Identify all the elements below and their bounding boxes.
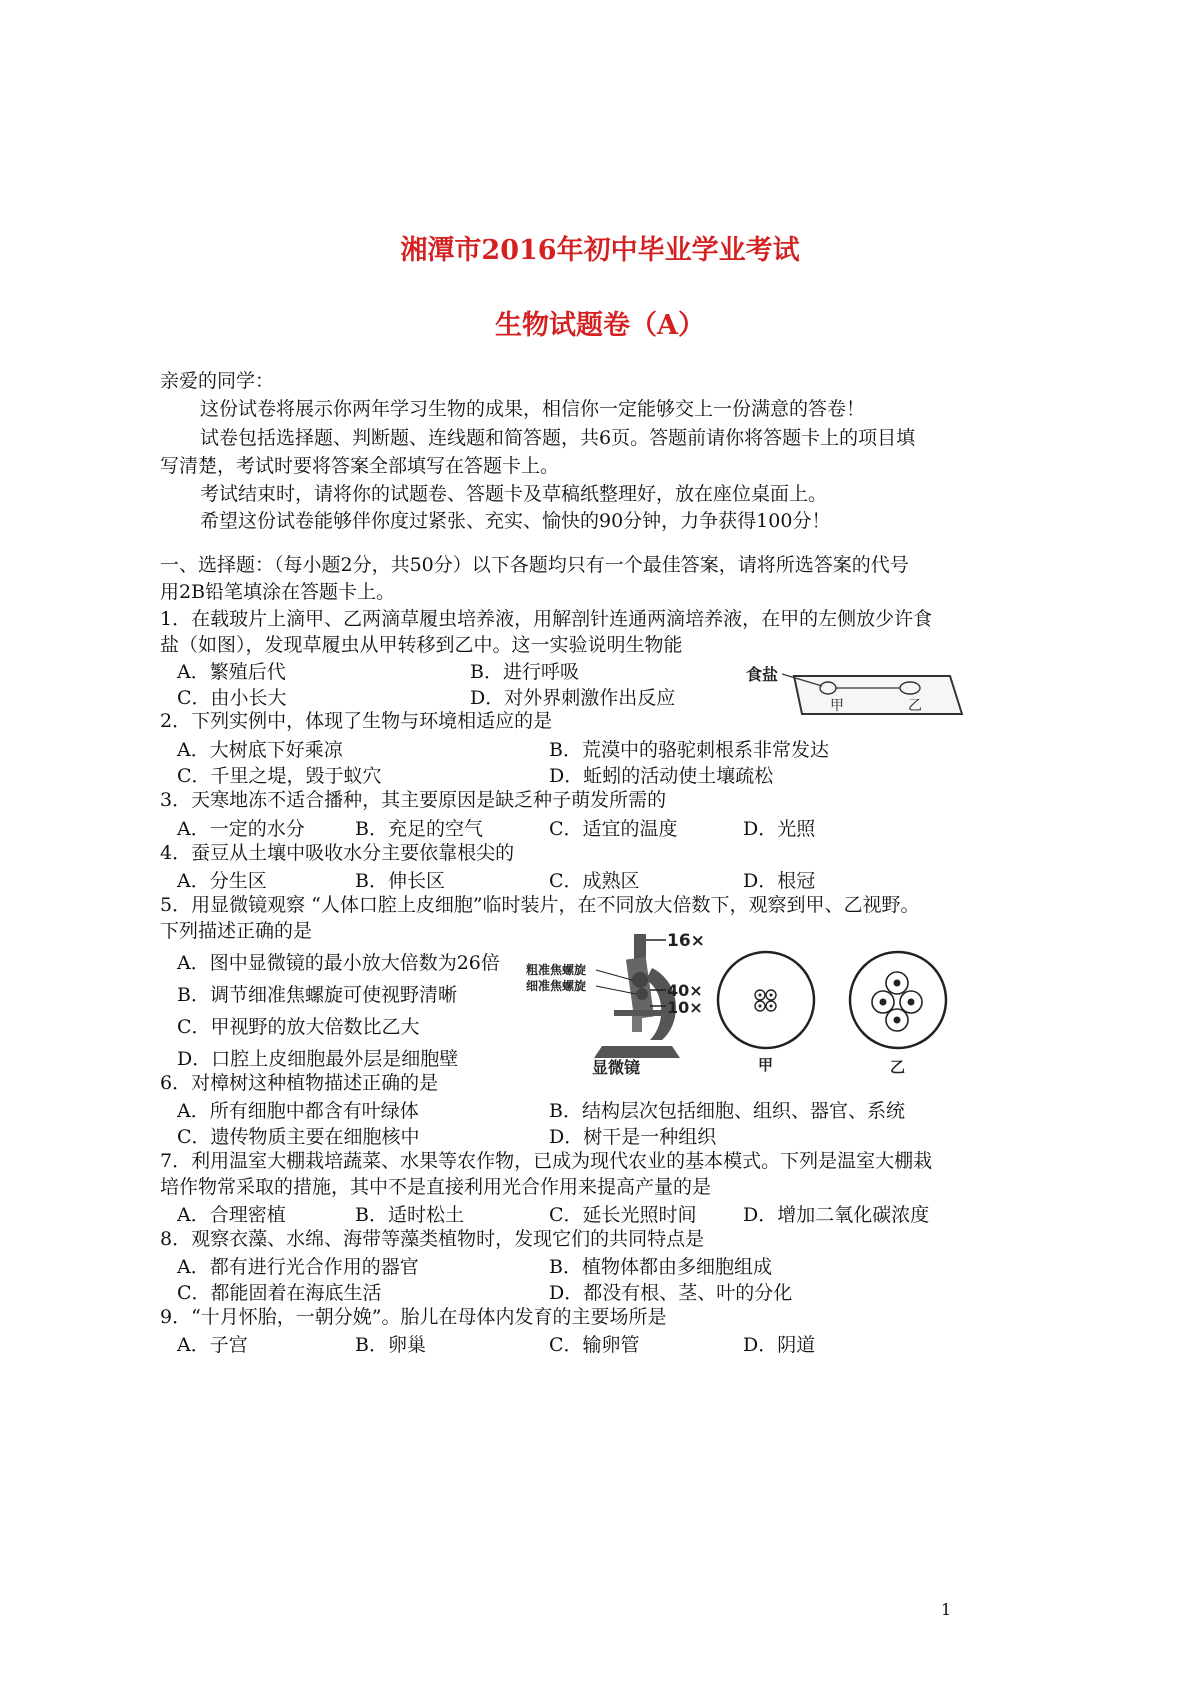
fine-knob	[636, 988, 648, 1000]
option-b: B．进行呼吸	[470, 661, 579, 683]
option-a: A．都有进行光合作用的器官	[177, 1256, 419, 1278]
option-b: B．充足的空气	[355, 818, 483, 840]
option-b: B．卵巢	[355, 1334, 426, 1356]
obj40-label: 40×	[667, 981, 703, 1000]
option-b: B．调节细准焦螺旋可使视野清晰	[177, 984, 457, 1006]
question-stem: 下列描述正确的是	[160, 920, 313, 942]
option-a: A．分生区	[177, 870, 267, 892]
option-d: D．口腔上皮细胞最外层是细胞壁	[177, 1048, 459, 1070]
stage	[614, 1010, 672, 1016]
option-c: C．千里之堤，毁于蚁穴	[177, 765, 382, 787]
question-stem: 1．在载玻片上滴甲、乙两滴草履虫培养液，用解剖针连通两滴培养液，在甲的左侧放少许食	[160, 608, 933, 630]
question-stem: 2．下列实例中，体现了生物与环境相适应的是	[160, 710, 553, 732]
glass-slide	[794, 676, 962, 714]
yi-field-label: 乙	[890, 1058, 906, 1076]
question-stem: 7．利用温室大棚栽培蔬菜、水果等农作物，已成为现代农业的基本模式。下列是温室大棚栽	[160, 1150, 933, 1172]
fine-label: 细准焦螺旋	[526, 979, 587, 993]
objective	[632, 1016, 642, 1032]
option-a: A．图中显微镜的最小放大倍数为26倍	[177, 952, 500, 974]
option-d: D．光照	[743, 818, 816, 840]
page-number: 1	[941, 1600, 952, 1619]
coarse-pointer	[596, 970, 632, 980]
option-d: D．增加二氧化碳浓度	[743, 1204, 930, 1226]
option-d: D．对外界刺激作出反应	[470, 687, 676, 709]
page-subtitle: 生物试题卷（A）	[495, 310, 705, 341]
option-a: A．大树底下好乘凉	[177, 739, 343, 761]
option-c: C．成熟区	[549, 870, 640, 892]
question-stem: 盐（如图），发现草履虫从甲转移到乙中。这一实验说明生物能	[160, 634, 683, 656]
option-c: C．由小长大	[177, 687, 287, 709]
intro-line: 考试结束时，请将你的试题卷、答题卡及草稿纸整理好，放在座位桌面上。	[200, 483, 828, 505]
option-c: C．适宜的温度	[549, 818, 678, 840]
jia-field-label: 甲	[758, 1056, 774, 1074]
obj10-label: 10×	[667, 998, 703, 1017]
option-b: B．植物体都由多细胞组成	[549, 1256, 772, 1278]
slide-figure	[742, 658, 967, 720]
greeting: 亲爱的同学：	[160, 370, 275, 392]
option-a: A．繁殖后代	[177, 661, 286, 683]
question-stem: 4．蚕豆从土壤中吸收水分主要依靠根尖的	[160, 842, 515, 864]
question-stem: 培作物常采取的措施，其中不是直接利用光合作用来提高产量的是	[160, 1176, 712, 1198]
option-d: D．蚯蚓的活动使土壤疏松	[549, 765, 774, 787]
section-header: 一、选择题：（每小题2分，共50分）以下各题均只有一个最佳答案，请将所选答案的代号	[160, 554, 909, 576]
intro-line: 写清楚，考试时要将答案全部填写在答题卡上。	[160, 455, 560, 477]
question-stem: 8．观察衣藻、水绵、海带等藻类植物时，发现它们的共同特点是	[160, 1228, 705, 1250]
option-d: D．根冠	[743, 870, 816, 892]
field-jia	[718, 952, 814, 1048]
option-b: B．伸长区	[355, 870, 445, 892]
option-c: C．输卵管	[549, 1334, 640, 1356]
salt-label: 食盐	[746, 665, 779, 684]
eyepiece	[634, 934, 646, 960]
coarse-knob	[632, 972, 648, 988]
coarse-label: 粗准焦螺旋	[526, 963, 587, 977]
option-c: C．延长光照时间	[549, 1204, 697, 1226]
question-stem: 6．对樟树这种植物描述正确的是	[160, 1072, 439, 1094]
question-stem: 3．天寒地冻不适合播种，其主要原因是缺乏种子萌发所需的	[160, 789, 667, 811]
option-c: C．遗传物质主要在细胞核中	[177, 1126, 420, 1148]
microscope-label: 显微镜	[592, 1058, 641, 1077]
option-d: D．树干是一种组织	[549, 1126, 717, 1148]
option-c: C．甲视野的放大倍数比乙大	[177, 1016, 420, 1038]
yi-label: 乙	[908, 698, 922, 714]
field-yi	[850, 952, 946, 1048]
ocular-label: 16×	[667, 931, 705, 951]
option-d: D．阴道	[743, 1334, 816, 1356]
option-c: C．都能固着在海底生活	[177, 1282, 382, 1304]
section-header: 用2B铅笔填涂在答题卡上。	[160, 581, 396, 603]
intro-line: 希望这份试卷能够伴你度过紧张、充实、愉快的90分钟，力争获得100分！	[200, 510, 831, 532]
question-stem: 5．用显微镜观察 “人体口腔上皮细胞”临时装片，在不同放大倍数下，观察到甲、乙视野。	[160, 894, 920, 916]
option-b: B．结构层次包括细胞、组织、器官、系统	[549, 1100, 905, 1122]
option-a: A．子宫	[177, 1334, 248, 1356]
option-b: B．适时松土	[355, 1204, 464, 1226]
option-b: B．荒漠中的骆驼刺根系非常发达	[549, 739, 829, 761]
microscope-figure	[522, 928, 962, 1078]
intro-line: 这份试卷将展示你两年学习生物的成果，相信你一定能够交上一份满意的答卷！	[200, 398, 866, 420]
base	[594, 1046, 680, 1058]
question-stem: 9．“十月怀胎，一朝分娩”。胎儿在母体内发育的主要场所是	[160, 1306, 667, 1328]
page-title: 湘潭市2016年初中毕业学业考试	[400, 235, 800, 266]
option-a: A．一定的水分	[177, 818, 305, 840]
option-a: A．所有细胞中都含有叶绿体	[177, 1100, 419, 1122]
option-a: A．合理密植	[177, 1204, 286, 1226]
jia-label: 甲	[830, 698, 844, 714]
option-d: D．都没有根、茎、叶的分化	[549, 1282, 793, 1304]
intro-line: 试卷包括选择题、判断题、连线题和简答题，共6页。答题前请你将答题卡上的项目填	[200, 427, 916, 449]
